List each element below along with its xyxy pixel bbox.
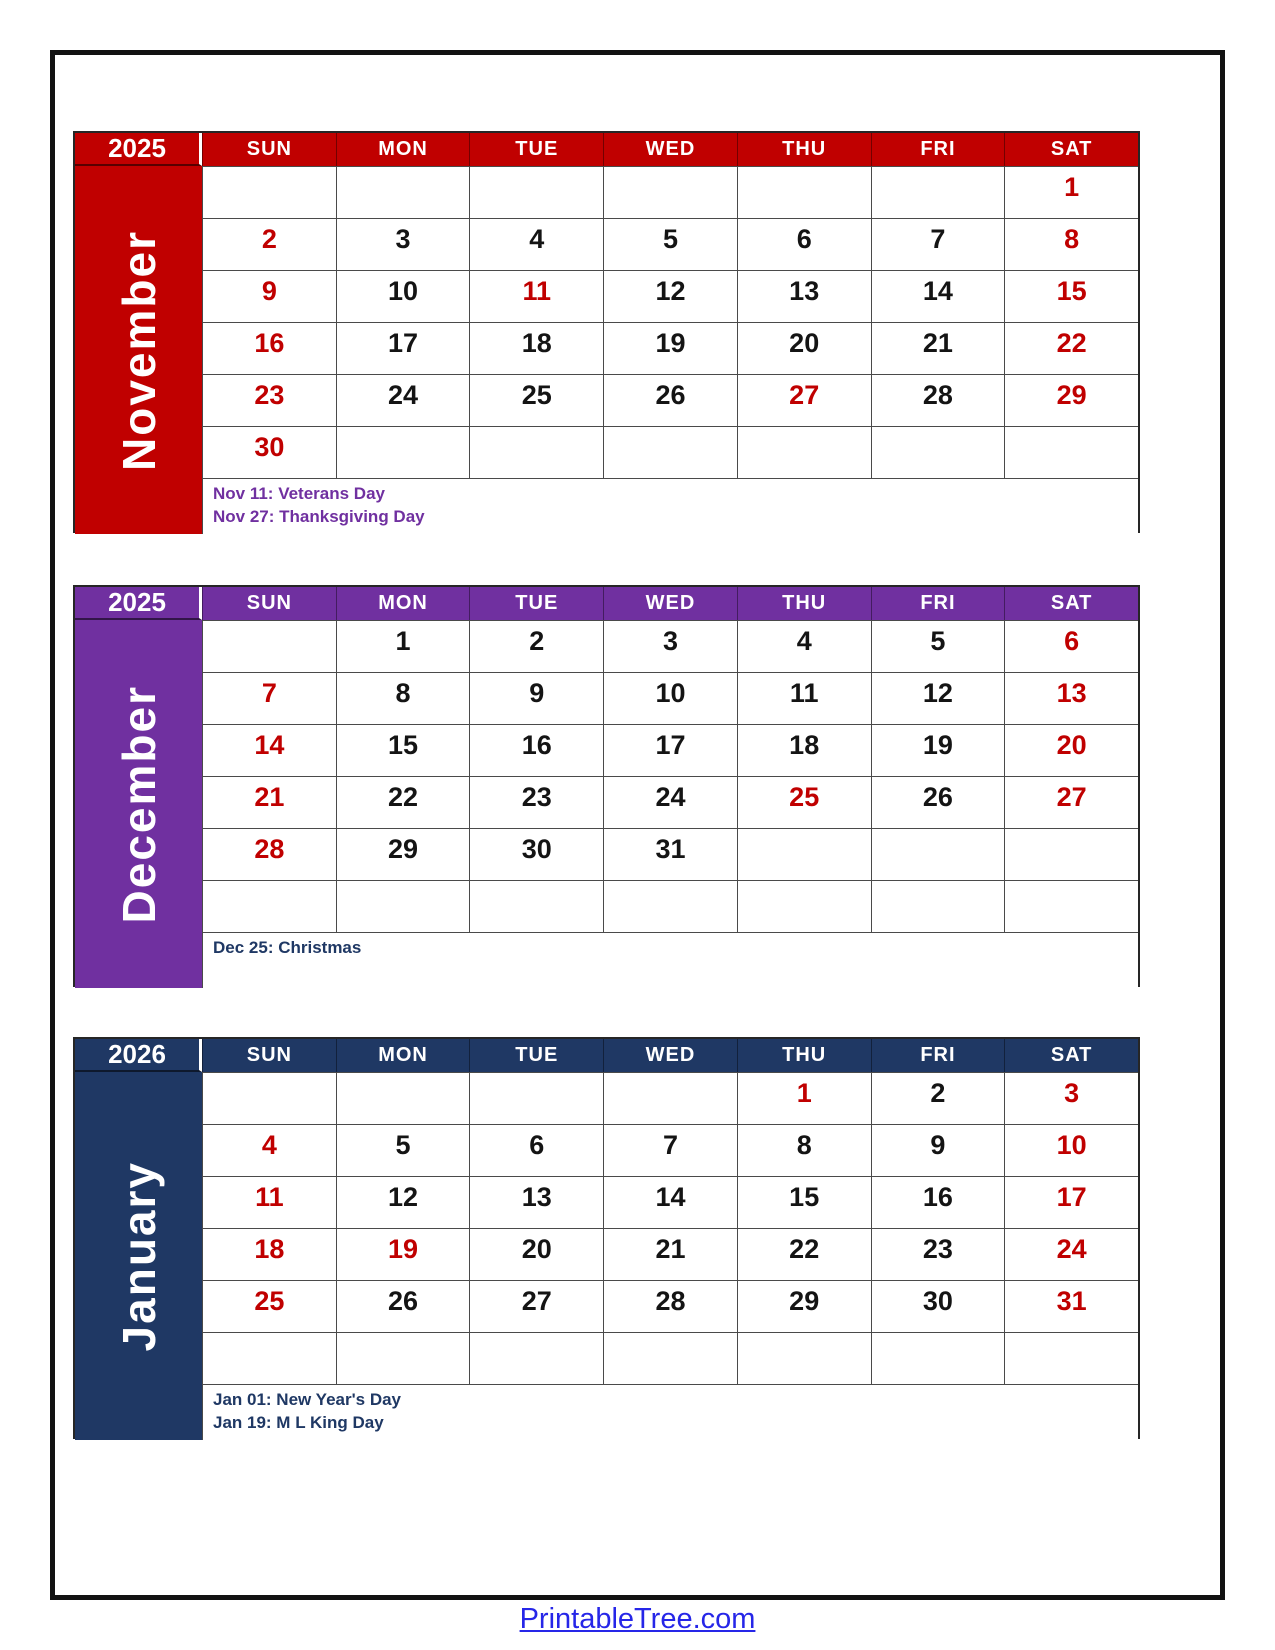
weekday-header-wed: WED [603,587,737,620]
weekday-header-mon: MON [336,1039,470,1072]
day-cell-19: 19 [603,322,737,374]
day-cell-19: 19 [336,1228,470,1280]
day-cell-29: 29 [737,1280,871,1332]
day-cell-26: 26 [871,776,1005,828]
day-cell-30: 30 [871,1280,1005,1332]
day-cell-14: 14 [603,1176,737,1228]
day-cell-18: 18 [469,322,603,374]
day-cell-empty [737,426,871,478]
holiday-note: Nov 11: Veterans Day [213,484,385,503]
day-cell-empty [737,166,871,218]
year-label: 2025 [75,587,202,620]
day-cell-8: 8 [1004,218,1138,270]
weekday-header-mon: MON [336,587,470,620]
day-cell-8: 8 [737,1124,871,1176]
day-cell-9: 9 [871,1124,1005,1176]
day-cell-empty [1004,426,1138,478]
day-cell-empty [737,1332,871,1384]
day-cell-18: 18 [737,724,871,776]
weekday-header-sat: SAT [1004,587,1138,620]
day-cell-empty [469,1072,603,1124]
day-cell-empty [202,1332,336,1384]
day-cell-4: 4 [469,218,603,270]
day-cell-19: 19 [871,724,1005,776]
day-cell-26: 26 [336,1280,470,1332]
day-cell-2: 2 [202,218,336,270]
day-cell-22: 22 [737,1228,871,1280]
day-cell-30: 30 [202,426,336,478]
day-cell-30: 30 [469,828,603,880]
holiday-notes [202,1384,1138,1440]
day-cell-28: 28 [871,374,1005,426]
weekday-header-wed: WED [603,1039,737,1072]
day-cell-6: 6 [737,218,871,270]
day-cell-empty [1004,828,1138,880]
day-cell-24: 24 [336,374,470,426]
day-cell-20: 20 [737,322,871,374]
day-cell-8: 8 [336,672,470,724]
day-cell-24: 24 [603,776,737,828]
month-name-label: December [75,620,202,988]
day-cell-7: 7 [603,1124,737,1176]
month-december-2025 [73,585,1140,987]
weekday-header-thu: THU [737,133,871,166]
day-cell-13: 13 [1004,672,1138,724]
holiday-note: Dec 25: Christmas [213,938,362,957]
day-cell-empty [336,166,470,218]
day-cell-21: 21 [603,1228,737,1280]
page-border-frame [50,50,1225,1635]
day-cell-14: 14 [871,270,1005,322]
day-cell-25: 25 [737,776,871,828]
day-cell-23: 23 [871,1228,1005,1280]
day-cell-23: 23 [469,776,603,828]
year-label: 2026 [75,1039,202,1072]
day-cell-17: 17 [1004,1176,1138,1228]
day-cell-17: 17 [336,322,470,374]
weekday-header-fri: FRI [871,133,1005,166]
day-cell-5: 5 [336,1124,470,1176]
day-cell-27: 27 [1004,776,1138,828]
day-cell-27: 27 [737,374,871,426]
holiday-note: Nov 27: Thanksgiving Day [213,506,425,526]
weekday-header-mon: MON [336,133,470,166]
day-cell-15: 15 [1004,270,1138,322]
day-cell-25: 25 [469,374,603,426]
day-cell-11: 11 [202,1176,336,1228]
day-cell-11: 11 [469,270,603,322]
day-cell-2: 2 [469,620,603,672]
day-cell-empty [603,166,737,218]
day-cell-empty [469,426,603,478]
day-cell-10: 10 [336,270,470,322]
day-cell-empty [202,620,336,672]
month-november-2025 [73,131,1140,533]
day-cell-20: 20 [1004,724,1138,776]
day-cell-21: 21 [871,322,1005,374]
day-cell-empty [871,166,1005,218]
day-cell-17: 17 [603,724,737,776]
month-name-label: November [75,166,202,534]
day-cell-21: 21 [202,776,336,828]
day-cell-3: 3 [1004,1072,1138,1124]
weekday-header-sun: SUN [202,587,336,620]
day-cell-empty [202,880,336,932]
day-cell-empty [603,426,737,478]
weekday-header-fri: FRI [871,1039,1005,1072]
day-cell-25: 25 [202,1280,336,1332]
day-cell-1: 1 [1004,166,1138,218]
day-cell-31: 31 [1004,1280,1138,1332]
day-cell-24: 24 [1004,1228,1138,1280]
day-cell-29: 29 [336,828,470,880]
day-cell-empty [469,880,603,932]
holiday-note: Jan 01: New Year's Day [213,1390,402,1409]
weekday-header-tue: TUE [469,133,603,166]
day-cell-1: 1 [737,1072,871,1124]
day-cell-6: 6 [1004,620,1138,672]
day-cell-empty [202,1072,336,1124]
day-cell-13: 13 [737,270,871,322]
day-cell-2: 2 [871,1072,1005,1124]
weekday-header-thu: THU [737,1039,871,1072]
day-cell-27: 27 [469,1280,603,1332]
day-cell-16: 16 [871,1176,1005,1228]
day-cell-4: 4 [737,620,871,672]
day-cell-29: 29 [1004,374,1138,426]
day-cell-empty [603,1072,737,1124]
holiday-note: Jan 19: M L King Day [213,1412,384,1432]
day-cell-5: 5 [603,218,737,270]
weekday-header-sat: SAT [1004,1039,1138,1072]
weekday-header-sat: SAT [1004,133,1138,166]
day-cell-28: 28 [603,1280,737,1332]
day-cell-12: 12 [336,1176,470,1228]
day-cell-12: 12 [871,672,1005,724]
day-cell-13: 13 [469,1176,603,1228]
day-cell-3: 3 [603,620,737,672]
day-cell-22: 22 [1004,322,1138,374]
day-cell-10: 10 [603,672,737,724]
day-cell-empty [1004,880,1138,932]
printabletree-link[interactable]: PrintableTree.com [519,1603,756,1635]
day-cell-empty [737,880,871,932]
day-cell-empty [336,1072,470,1124]
day-cell-empty [202,166,336,218]
day-cell-empty [336,1332,470,1384]
weekday-header-tue: TUE [469,1039,603,1072]
weekday-header-wed: WED [603,133,737,166]
day-cell-15: 15 [336,724,470,776]
day-cell-7: 7 [871,218,1005,270]
day-cell-empty [1004,1332,1138,1384]
day-cell-16: 16 [469,724,603,776]
year-label: 2025 [75,133,202,166]
day-cell-16: 16 [202,322,336,374]
weekday-header-fri: FRI [871,587,1005,620]
day-cell-5: 5 [871,620,1005,672]
day-cell-4: 4 [202,1124,336,1176]
day-cell-7: 7 [202,672,336,724]
month-name-label: January [75,1072,202,1440]
day-cell-20: 20 [469,1228,603,1280]
day-cell-empty [336,880,470,932]
weekday-header-thu: THU [737,587,871,620]
day-cell-empty [469,1332,603,1384]
day-cell-empty [871,426,1005,478]
day-cell-18: 18 [202,1228,336,1280]
day-cell-empty [871,828,1005,880]
weekday-header-tue: TUE [469,587,603,620]
day-cell-1: 1 [336,620,470,672]
weekday-header-sun: SUN [202,1039,336,1072]
day-cell-empty [603,880,737,932]
day-cell-9: 9 [202,270,336,322]
day-cell-9: 9 [469,672,603,724]
day-cell-12: 12 [603,270,737,322]
day-cell-empty [336,426,470,478]
day-cell-empty [603,1332,737,1384]
day-cell-empty [871,880,1005,932]
day-cell-11: 11 [737,672,871,724]
day-cell-empty [871,1332,1005,1384]
footer [55,1603,1220,1636]
month-january-2026 [73,1037,1140,1439]
day-cell-10: 10 [1004,1124,1138,1176]
holiday-notes [202,478,1138,534]
day-cell-6: 6 [469,1124,603,1176]
day-cell-3: 3 [336,218,470,270]
day-cell-22: 22 [336,776,470,828]
holiday-notes [202,932,1138,988]
day-cell-31: 31 [603,828,737,880]
day-cell-empty [469,166,603,218]
day-cell-14: 14 [202,724,336,776]
weekday-header-sun: SUN [202,133,336,166]
day-cell-28: 28 [202,828,336,880]
day-cell-23: 23 [202,374,336,426]
day-cell-15: 15 [737,1176,871,1228]
day-cell-26: 26 [603,374,737,426]
day-cell-empty [737,828,871,880]
